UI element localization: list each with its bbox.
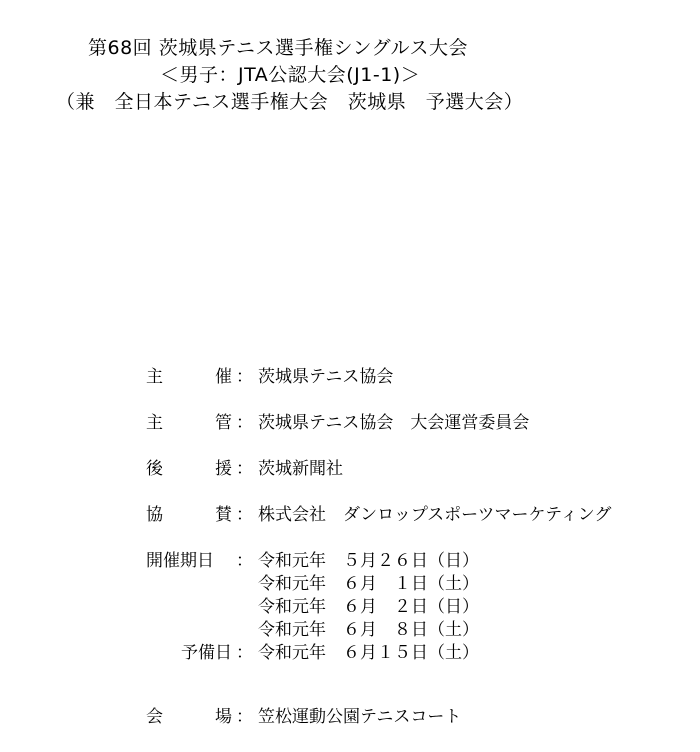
sponsor-colon: ： (236, 505, 253, 525)
support-colon: ： (236, 459, 253, 479)
date-item: 令和元年 ６月 １日（土） (258, 574, 479, 594)
reserve-label: 予備日 (181, 643, 232, 663)
manager-colon: ： (236, 413, 253, 433)
tournament-subtitle: （兼 全日本テニス選手権大会 茨城県 予選大会） (56, 91, 524, 113)
date-item: 令和元年 ６月 ８日（土） (258, 620, 479, 640)
tournament-category: ＜男子：JTA公認大会(J1-1)＞ (160, 64, 421, 86)
manager-label: 主 管 (146, 413, 232, 433)
reserve-value: 令和元年 ６月１５日（土） (258, 643, 479, 663)
dates-label: 開催期日 (146, 551, 214, 571)
date-item: 令和元年 ５月２６日（日） (258, 551, 479, 571)
sponsor-value: 株式会社 ダンロップスポーツマーケティング (258, 505, 612, 525)
support-label: 後 援 (146, 459, 232, 479)
organizer-colon: ： (236, 367, 253, 387)
sponsor-label: 協 賛 (146, 505, 232, 525)
support-value: 茨城新聞社 (258, 459, 343, 479)
organizer-value: 茨城県テニス協会 (258, 367, 394, 387)
venue-value: 笠松運動公園テニスコート (258, 707, 462, 727)
venue-colon: ： (236, 707, 253, 727)
tournament-title: 第68回 茨城県テニス選手権シングルス大会 (88, 37, 468, 59)
reserve-colon: ： (236, 643, 253, 663)
venue-label: 会 場 (146, 707, 232, 727)
organizer-label: 主 催 (146, 367, 232, 387)
date-item: 令和元年 ６月 ２日（日） (258, 597, 479, 617)
dates-colon: ： (236, 551, 253, 571)
manager-value: 茨城県テニス協会 大会運営委員会 (258, 413, 530, 433)
